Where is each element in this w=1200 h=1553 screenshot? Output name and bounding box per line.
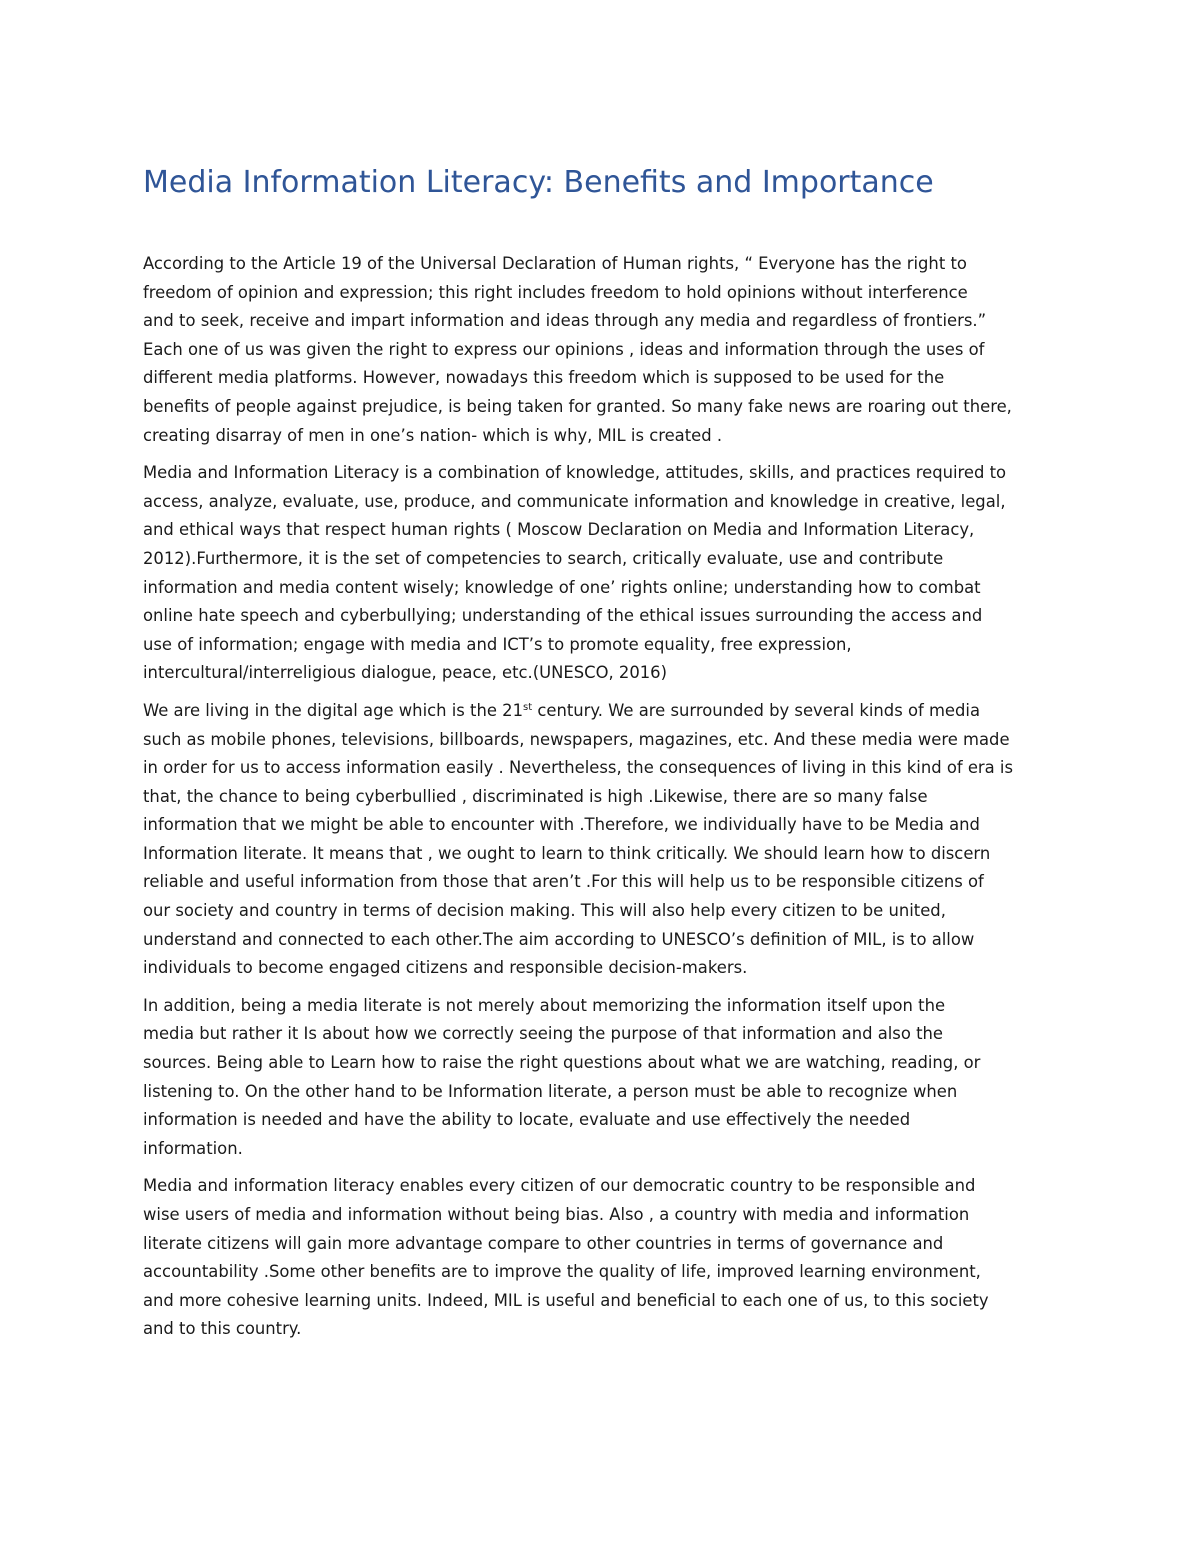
text-line: use of information; engage with media and ICT’s to promote equality, free expression, — [143, 634, 852, 654]
text-line: creating disarray of men in one’s nation- which is why, MIL is created . — [143, 425, 723, 445]
text-line: Media and information literacy enables every citizen of our democratic country to be responsible and — [143, 1176, 976, 1196]
text-line: our society and country in terms of decision making. This will also help every citizen to be united, — [143, 901, 946, 921]
text-line: online hate speech and cyberbullying; understanding of the ethical issues surrounding the access and — [143, 606, 983, 626]
text-line: wise users of media and information without being bias. Also , a country with media and information — [143, 1205, 970, 1224]
text-line: intercultural/interreligious dialogue, peace, etc.(UNESCO, 2016) — [143, 663, 668, 683]
text-run: century. We are surrounded by several kinds of media — [532, 700, 981, 720]
paragraph-5 — [143, 1172, 1063, 1344]
text-line: literate citizens will gain more advantage compare to other countries in terms of governance and — [143, 1233, 944, 1253]
text-line-with-superscript — [143, 697, 1063, 726]
text-line: and more cohesive learning units. Indeed, MIL is useful and beneficial to each one of us, to this society — [143, 1290, 989, 1310]
text-line: benefits of people against prejudice, is being taken for granted. So many fake news are roaring out there, — [143, 396, 1012, 416]
text-line: listening to. On the other hand to be Information literate, a person must be able to recognize when — [143, 1081, 958, 1101]
paragraph-4 — [143, 992, 1063, 1164]
document-body — [143, 250, 1063, 1353]
text-line: reliable and useful information from those that aren’t .For this will help us to be responsible citizens of — [143, 872, 984, 892]
text-line: Media and Information Literacy is a combination of knowledge, attitudes, skills, and practices required to — [143, 463, 1007, 483]
text-line: and to this country. — [143, 1319, 302, 1339]
text-line: and to seek, receive and impart information and ideas through any media and regardless of frontiers.” — [143, 311, 987, 331]
text-run: We are living in the digital age which is the 21 — [143, 700, 524, 720]
text-line: Each one of us was given the right to express our opinions , ideas and information through the uses of — [143, 339, 985, 359]
ordinal-superscript: st — [523, 701, 533, 713]
text-line: sources. Being able to Learn how to raise the right questions about what we are watching, reading, or — [143, 1053, 981, 1073]
paragraph-3 — [143, 697, 1063, 983]
text-line: 2012).Furthermore, it is the set of competencies to search, critically evaluate, use and contribute — [143, 548, 944, 568]
text-line: Information literate. It means that , we ought to learn to think critically. We should learn how to discern — [143, 843, 991, 863]
text-line: accountability .Some other benefits are to improve the quality of life, improved learning environment, — [143, 1262, 981, 1282]
text-line: information that we might be able to encounter with .Therefore, we individually have to be Media and — [143, 815, 980, 835]
text-line: In addition, being a media literate is not merely about memorizing the information itself upon the — [143, 995, 946, 1015]
text-line: understand and connected to each other.The aim according to UNESCO’s definition of MIL, is to allow — [143, 929, 975, 949]
paragraph-1 — [143, 250, 1063, 450]
text-line: freedom of opinion and expression; this right includes freedom to hold opinions without interference — [143, 282, 968, 302]
text-line: access, analyze, evaluate, use, produce, and communicate information and knowledge in creative, legal, — [143, 491, 1006, 511]
text-line: According to the Article 19 of the Universal Declaration of Human rights, “ Everyone has the right to — [143, 254, 967, 273]
document-title: Media Information Literacy: Benefits and Importance — [143, 165, 934, 200]
text-line: in order for us to access information easily . Nevertheless, the consequences of living in this kind of era is — [143, 758, 1014, 778]
text-line: media but rather it Is about how we correctly seeing the purpose of that information and also the — [143, 1024, 943, 1044]
text-line: that, the chance to being cyberbullied , discriminated is high .Likewise, there are so many false — [143, 786, 928, 806]
paragraph-2 — [143, 459, 1063, 688]
text-line: information and media content wisely; knowledge of one’ rights online; understanding how to combat — [143, 577, 981, 597]
text-line: information is needed and have the ability to locate, evaluate and use effectively the needed — [143, 1110, 911, 1130]
text-line: information. — [143, 1138, 243, 1158]
text-line: different media platforms. However, nowadays this freedom which is supposed to be used for the — [143, 368, 945, 388]
text-line: such as mobile phones, televisions, billboards, newspapers, magazines, etc. And these media were made — [143, 729, 1010, 749]
text-line: and ethical ways that respect human rights ( Moscow Declaration on Media and Information Literacy, — [143, 520, 975, 540]
text-line: individuals to become engaged citizens and responsible decision-makers. — [143, 958, 748, 978]
